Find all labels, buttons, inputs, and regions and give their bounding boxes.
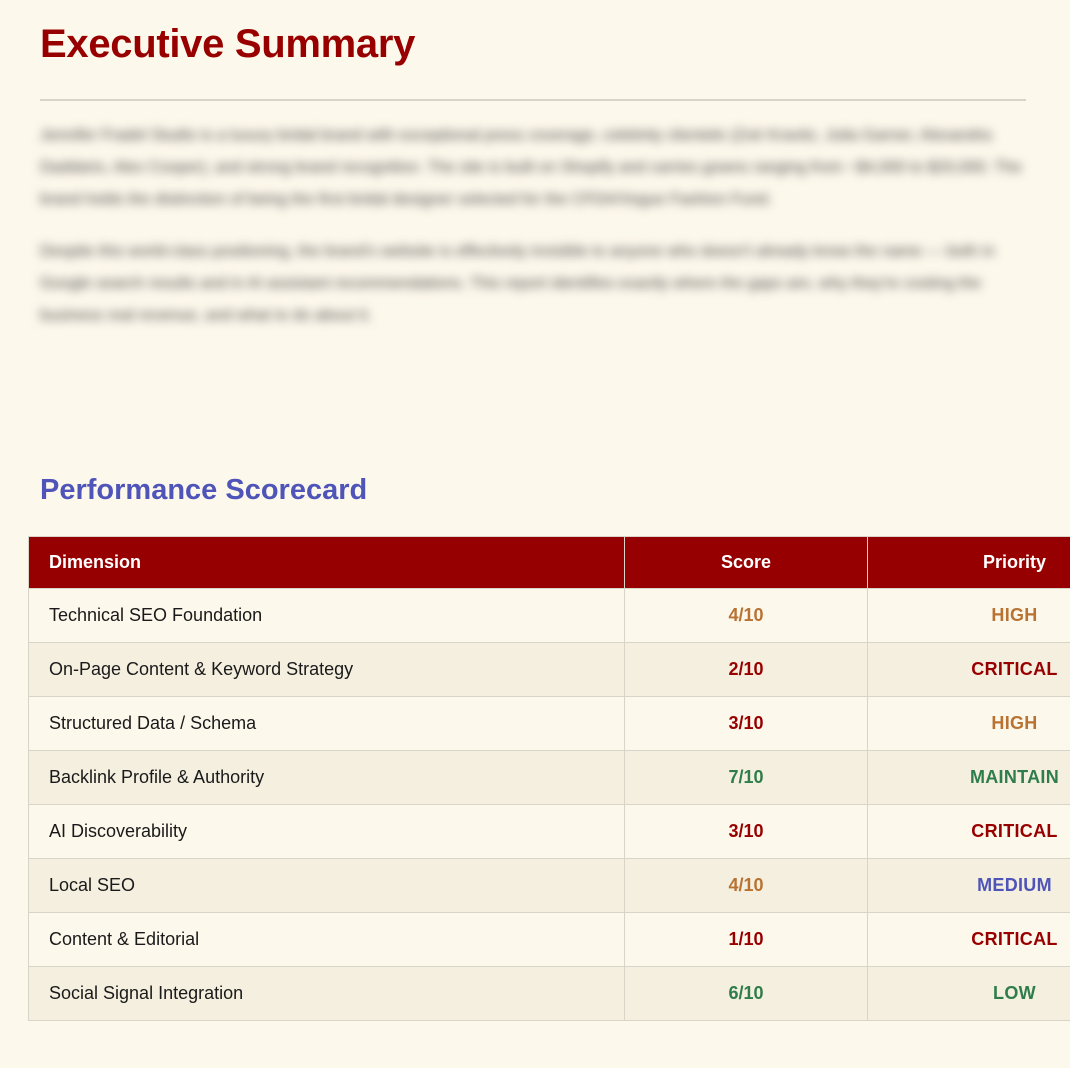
page-title: Executive Summary (40, 22, 416, 66)
summary-paragraph: Despite this world-class positioning, the brand's website is effectively invisible to anyone who doesn't already know the name — both in Google search results and in AI assistant recommendations. This report identifies exactly where the gaps are, why they're costing the business real revenue, and what to do about it. (40, 243, 995, 324)
score-cell: 3/10 (625, 697, 868, 751)
priority-cell: CRITICAL (868, 805, 1070, 859)
scorecard-table (28, 536, 1070, 1021)
score-cell: 3/10 (625, 805, 868, 859)
table-row (29, 643, 1070, 697)
score-cell: 1/10 (625, 913, 868, 967)
score-cell: 7/10 (625, 751, 868, 805)
priority-cell: MEDIUM (868, 859, 1070, 913)
table-row (29, 805, 1070, 859)
score-cell: 2/10 (625, 643, 868, 697)
dimension-cell: Social Signal Integration (29, 967, 625, 1021)
priority-cell: CRITICAL (868, 913, 1070, 967)
score-cell: 6/10 (625, 967, 868, 1021)
table-row (29, 859, 1070, 913)
table-row (29, 751, 1070, 805)
column-header-priority: Priority (868, 537, 1070, 589)
summary-text-blurred (40, 120, 1026, 352)
priority-cell: HIGH (868, 589, 1070, 643)
dimension-cell: On-Page Content & Keyword Strategy (29, 643, 625, 697)
dimension-cell: Local SEO (29, 859, 625, 913)
dimension-cell: Backlink Profile & Authority (29, 751, 625, 805)
table-row (29, 913, 1070, 967)
priority-cell: LOW (868, 967, 1070, 1021)
priority-cell: HIGH (868, 697, 1070, 751)
dimension-cell: Content & Editorial (29, 913, 625, 967)
dimension-cell: AI Discoverability (29, 805, 625, 859)
priority-cell: CRITICAL (868, 643, 1070, 697)
column-header-dimension: Dimension (29, 537, 625, 589)
title-divider (40, 99, 1026, 101)
section-title: Performance Scorecard (40, 474, 368, 506)
dimension-cell: Structured Data / Schema (29, 697, 625, 751)
table-row (29, 589, 1070, 643)
table-row (29, 697, 1070, 751)
dimension-cell: Technical SEO Foundation (29, 589, 625, 643)
column-header-score: Score (625, 537, 868, 589)
score-cell: 4/10 (625, 589, 868, 643)
score-cell: 4/10 (625, 859, 868, 913)
scorecard-body (29, 589, 1070, 1021)
summary-paragraph: Jennifer Fradel Studio is a luxury bridal brand with exceptional press coverage, celebrity clientele (Zoë Kravitz, Julia Garner, Alexandra Daddario, Alex Cooper), and strong brand recognition. The site is built on Shopify and carries gowns ranging from ~$4,000 to $20,000. The brand holds the distinction of being the first bridal designer selected for the CFDA/Vogue Fashion Fund. (40, 127, 1022, 208)
table-row (29, 967, 1070, 1021)
table-header-row (29, 537, 1070, 589)
priority-cell: MAINTAIN (868, 751, 1070, 805)
